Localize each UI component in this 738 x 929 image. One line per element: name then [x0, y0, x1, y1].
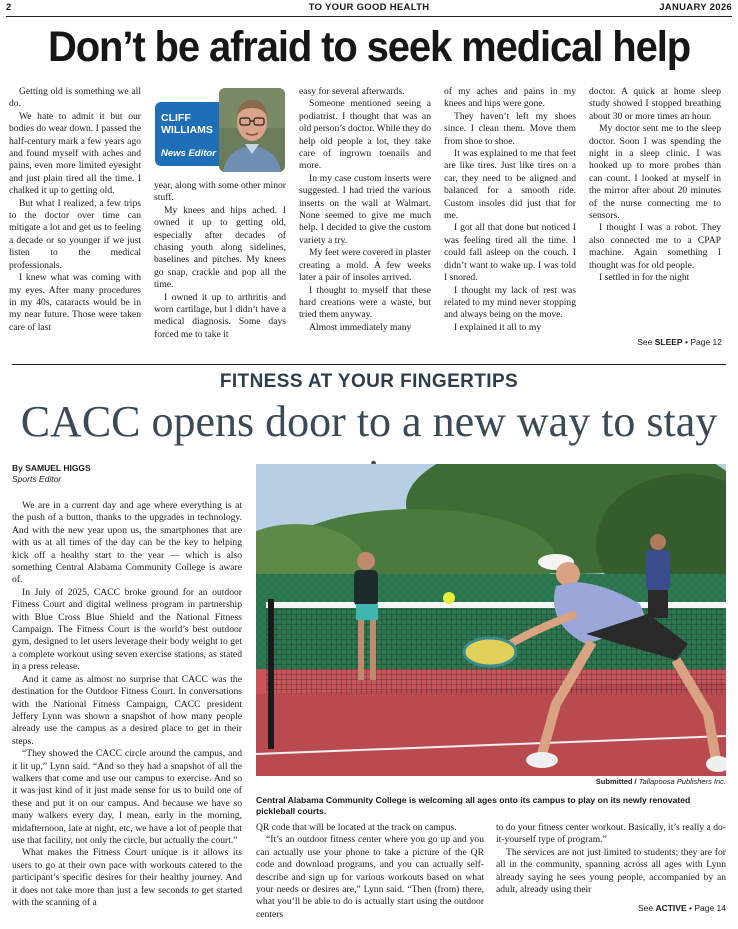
author-portrait-image	[219, 88, 285, 172]
paragraph: My doctor sent me to the sleep doctor. Soon I was spending the night in a sleep clinic. I was hooked up to more probes than can count. I looked at myself in the mirror after about 20 minutes of the nurse connecting me to sensors.	[589, 123, 721, 222]
paragraph: And it came as almost no surprise that CACC was the destination for the Outdoor Fitness Court. In conversations with the National Fitness Campaign, CACC president Jeffery Lynn was shown a snapshot of how many people already use the campus as a desired place to get in their steps.	[12, 673, 242, 747]
photo-caption: Central Alabama Community College is welcoming all ages onto its campus to play on its newly renovated pickleball courts.	[256, 795, 691, 816]
top-column-1	[9, 86, 141, 334]
author-badge	[155, 88, 285, 172]
issue-date: JANUARY 2026	[659, 2, 732, 13]
top-column-5	[589, 86, 721, 285]
paragraph: year, along with some other minor stuff.	[154, 180, 286, 204]
section-title: TO YOUR GOOD HEALTH	[308, 2, 430, 13]
paragraph: of my aches and pains in my knees and hips were gone.	[444, 86, 576, 110]
byline	[12, 463, 91, 485]
byline-author: By SAMUEL HIGGS	[12, 463, 91, 473]
paragraph: I thought I was a robot. They also connected me to a CPAP machine. Again something I thought was for old people.	[589, 222, 721, 271]
paragraph: What makes the Fitness Court unique is it allows its users to go at their own pace with workouts catered to the participant’s specific desires for their healthy journey. And it does not take more than just a few seconds to get started with the scanning of a	[12, 847, 242, 908]
paragraph: My knees and hips ached. I owned it up to getting old, especially after decades of chasing youth along sidelines, baselines and pitches. My knees go snap, crackle and pop all the time.	[154, 204, 286, 291]
pickleball-scene	[256, 464, 726, 776]
author-name: CLIFF WILLIAMS	[161, 112, 213, 136]
paragraph: The services are not just limited to students; they are for all in the community, spanning across all ages with Lynn already saying he sees young people, accompanied by an adult, already using their	[496, 846, 726, 896]
top-column-3	[299, 86, 431, 334]
author-role: News Editor	[161, 148, 216, 159]
top-column-4	[444, 86, 576, 334]
story-column-3	[496, 822, 726, 896]
header-rule	[6, 16, 732, 17]
paragraph: In my case custom inserts were suggested. I had tried the various inserts on the wall at Walmart. None seemed to give me much help. I decided to give the custom variety a try.	[299, 172, 431, 246]
paragraph: It was explained to me that feet are like tires. Just like tires on a car, they need to be aligned and balanced for a smooth ride. Custom insoles did just that for me.	[444, 148, 576, 222]
paragraph: I explained it all to my	[454, 321, 542, 333]
paragraph: I thought my lack of rest was related to my mind never stopping and always being on the move.	[444, 284, 576, 321]
jump-link-active[interactable]: See ACTIVE • Page 14	[637, 903, 726, 913]
paragraph: But what I realized, a few trips to the doctor over time can mitigate a lot and get us to feeling a decade or so younger if we just listen to the medical professionals.	[9, 197, 141, 271]
paragraph: doctor. A quick at home sleep study showed I stopped breathing about 30 or more times an hour.	[589, 86, 721, 122]
paragraph: We are in a current day and age where everything is at the push of a button, thanks to the upgrades in technology. And with the new year upon us, the smartphones that are with us at all times of the day can be the key to helping kick off a healthy start to the year — which is also something Central Alabama Community College is aware of.	[12, 500, 242, 586]
byline-role: Sports Editor	[12, 474, 62, 484]
story-kicker: FITNESS AT YOUR FINGERTIPS	[219, 371, 519, 392]
paragraph: My feet were covered in plaster creating a mold. A few weeks later a pair of insoles arrived.	[299, 247, 431, 284]
paragraph: We hate to admit it but our bodies do wear down. I passed the half-century mark a few years ago and found myself with aches and pains, even more limited eyesight and just plain tired all the time. I chalked it up to getting old.	[9, 110, 141, 197]
paragraph: I got all that done but noticed I was feeling tired all the time. I could fall asleep on the couch. I didn’t want to wake up. I was told I snored.	[444, 222, 576, 284]
paragraph: “They showed the CACC circle around the campus, and it lit up,” Lynn said. “And so they had a snapshot of all the walkers that come and use our campus to exercise. And so it was just kind of it just made sense for us to build one of these and put it on our campus. And because we have so many walkers every day, I mean, early in the morning, midafternoon, late at night, etc, we have a lot of people that use that facility, not only the circle, but actually the court.”	[12, 748, 242, 846]
top-column-2	[154, 180, 286, 341]
story-column-1	[12, 500, 242, 909]
paragraph: Almost immediately many	[309, 321, 412, 333]
author-photo	[219, 88, 285, 172]
paragraph: I knew what was coming with my eyes. After many procedures in my 40s, cataracts would be in my near future. Those were taken care of last	[9, 272, 141, 333]
section-divider	[12, 364, 726, 365]
top-headline: Don’t be afraid to seek medical help	[47, 23, 691, 71]
paragraph: QR code that will be located at the track on campus.	[256, 822, 457, 833]
paragraph: In July of 2025, CACC broke ground for an outdoor Fitness Court and digital wellness program in partnership with Blue Cross Blue Shield and the National Fitness Campaign. The Fitness Court is the world’s best outdoor gym, designed to let users leverage their body weight to get a complete workout using seven exercise stations, as stated in a press release.	[12, 586, 242, 673]
story-headline: CACC opens door to a new way to stay	[20, 397, 718, 446]
paragraph: I thought to myself that these hard creations were a waste, but tried them anyway.	[299, 284, 431, 321]
photo-credit: Submitted / Tallapoosa Publishers Inc.	[595, 777, 726, 786]
paragraph: Getting old is something we all do.	[9, 86, 141, 110]
jump-link-sleep[interactable]: See SLEEP • Page 12	[637, 337, 722, 347]
paragraph: to do your fitness center workout. Basically, it’s really a do-it-yourself type of program.”	[496, 822, 726, 846]
paragraph: “It’s an outdoor fitness center where you go up and you can actually use your phone to take a picture of the QR code and download programs, and you can actually self-describe and sign up for various workouts based on what your needs or desires are,” Lynn said. “Then (from) there, what you’ll be able to do is actually start using the outdoor centers	[256, 834, 484, 920]
pickleball-photo	[256, 464, 726, 776]
paragraph: They haven’t left my shoes since. I clean them. Move them from shoe to shoe.	[444, 110, 576, 147]
story-column-2	[256, 822, 484, 921]
paragraph: Someone mentioned seeing a podiatrist. I thought that was an old person’s doctor. While they do help old people a lot, they take care of ingrown toenails and more.	[299, 98, 431, 172]
paragraph: I settled in for the night	[599, 272, 690, 284]
paragraph: I owned it up to arthritis and worn cartilage, but I didn’t have a medical diagnosis. Some days forced me to take it	[154, 291, 286, 340]
page-number: 2	[6, 2, 12, 13]
paragraph: easy for several afterwards.	[299, 86, 405, 97]
